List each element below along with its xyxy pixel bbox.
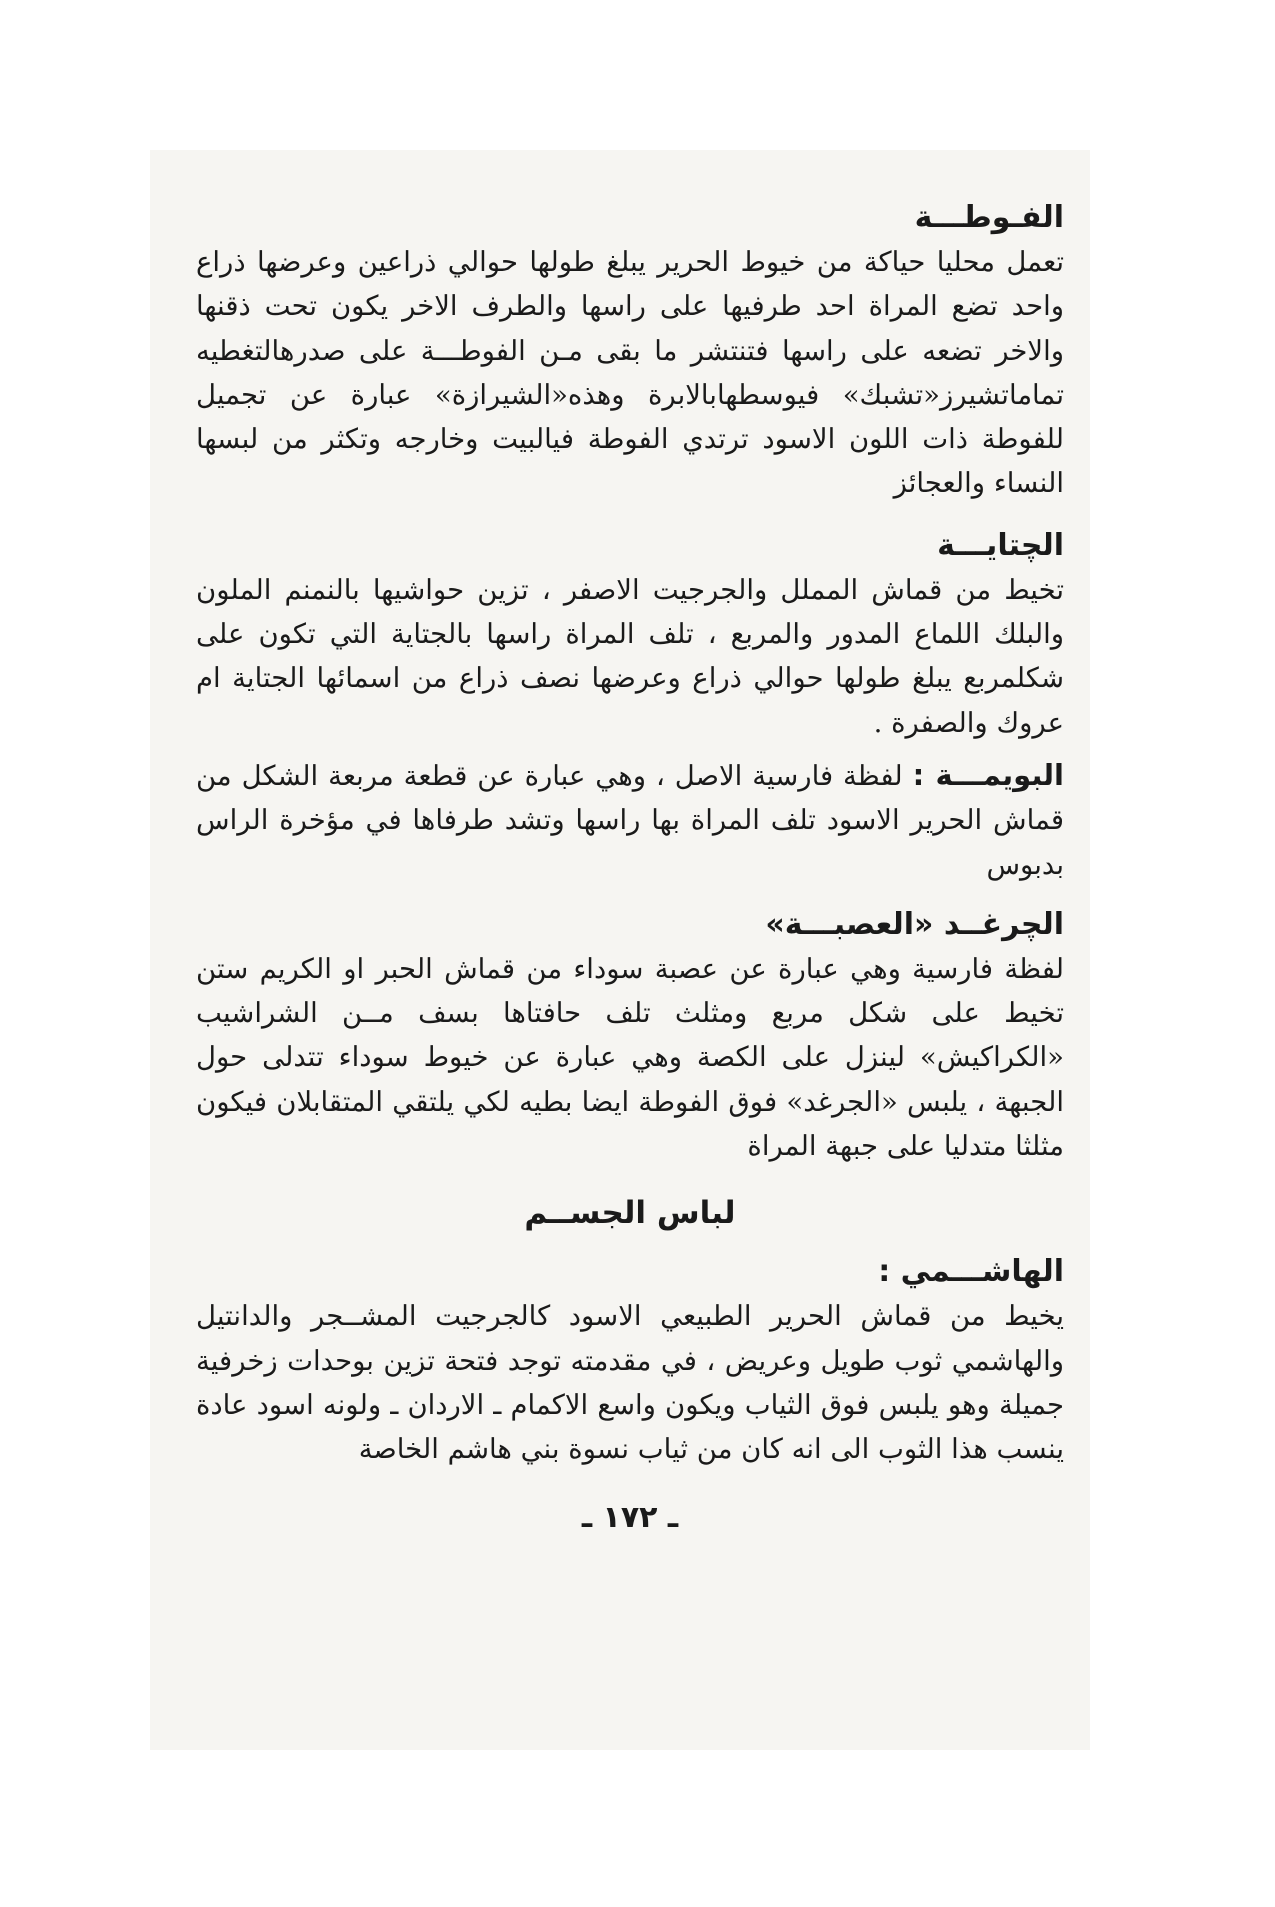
- paragraph-futa: تعمل محليا حياكة من خيوط الحرير يبلغ طولها حوالي ذراعين وعرضها ذراع واحد تضع المراة احد طرفيها على راسها والطرف الاخر يكون تحت ذقنها والاخر تضعه على راسها فتنتشر ما بقى مـن الفوطـــة على صدرهالتغطيه تماماتشيرز«تشبك» فيوسطهابالابرة وهذه«الشيرازة» عبارة عن تجميل للفوطة ذات اللون الاسود ترتدي الفوطة فيالبيت وخارجه وتكثر من لبسها النساء والعجائز: [196, 246, 1064, 500]
- heading-hashimi: الهاشـــمي :: [878, 1254, 1064, 1290]
- section-title-body-clothing: لباس الجســم: [524, 1195, 736, 1232]
- paragraph-boyma-text: لفظة فارسية الاصل ، وهي عبارة عن قطعة مربعة الشكل من قماش الحرير الاسود تلف المراة بها راسها وتشد طرفاها في مؤخرة الراس بدبوس: [196, 759, 1064, 881]
- page-number: ـ ١٧٢ ـ: [581, 1499, 679, 1535]
- heading-jirghad: الچرغــد «العصبـــة»: [765, 906, 1064, 942]
- heading-futa: الفـوطـــة: [914, 200, 1064, 235]
- paragraph-jirghad: لفظة فارسية وهي عبارة عن عصبة سوداء من قماش الحبر او الكريم ستن تخيط على شكل مربع ومثلث تلف حافتاها بسف مــن الشراشيب «الكراكيش» لينزل على الكصة وهي عبارة عن خيوط سوداء تتدلى حول الجبهة ، يلبس «الجرغد» فوق الفوطة ايضا بطيه لكي يلتقي المتقابلان فيكون مثلثا متدليا على جبهة المراة: [196, 952, 1064, 1163]
- heading-jitaya: الچتايـــة: [937, 527, 1064, 563]
- paragraph-boyma: [196, 753, 1064, 887]
- paragraph-hashimi: يخيط من قماش الحرير الطبيعي الاسود كالجرجيت المشــجر والدانتيل والهاشمي ثوب طويل وعريض ، في مقدمته توجد فتحة تزين بوحدات زخرفية جميلة وهو يلبس فوق الثياب ويكون واسع الاكمام ـ الاردان ـ ولونه اسود عادة ينسب هذا الثوب الى انه كان من ثياب نسوة بني هاشم الخاصة: [196, 1300, 1064, 1466]
- page-text: [196, 196, 1064, 1538]
- term-boyma: البويمـــة :: [912, 757, 1064, 792]
- paragraph-jitaya: تخيط من قماش المملل والجرجيت الاصفر ، تزين حواشيها بالنمنم الملون والبلك اللماع المدور والمربع ، تلف المراة راسها بالجتاية التي تكون على شكلمربع يبلغ طولها حوالي ذراع وعرضها نصف ذراع من اسمائها الجتاية ام عروك والصفرة .: [196, 573, 1064, 739]
